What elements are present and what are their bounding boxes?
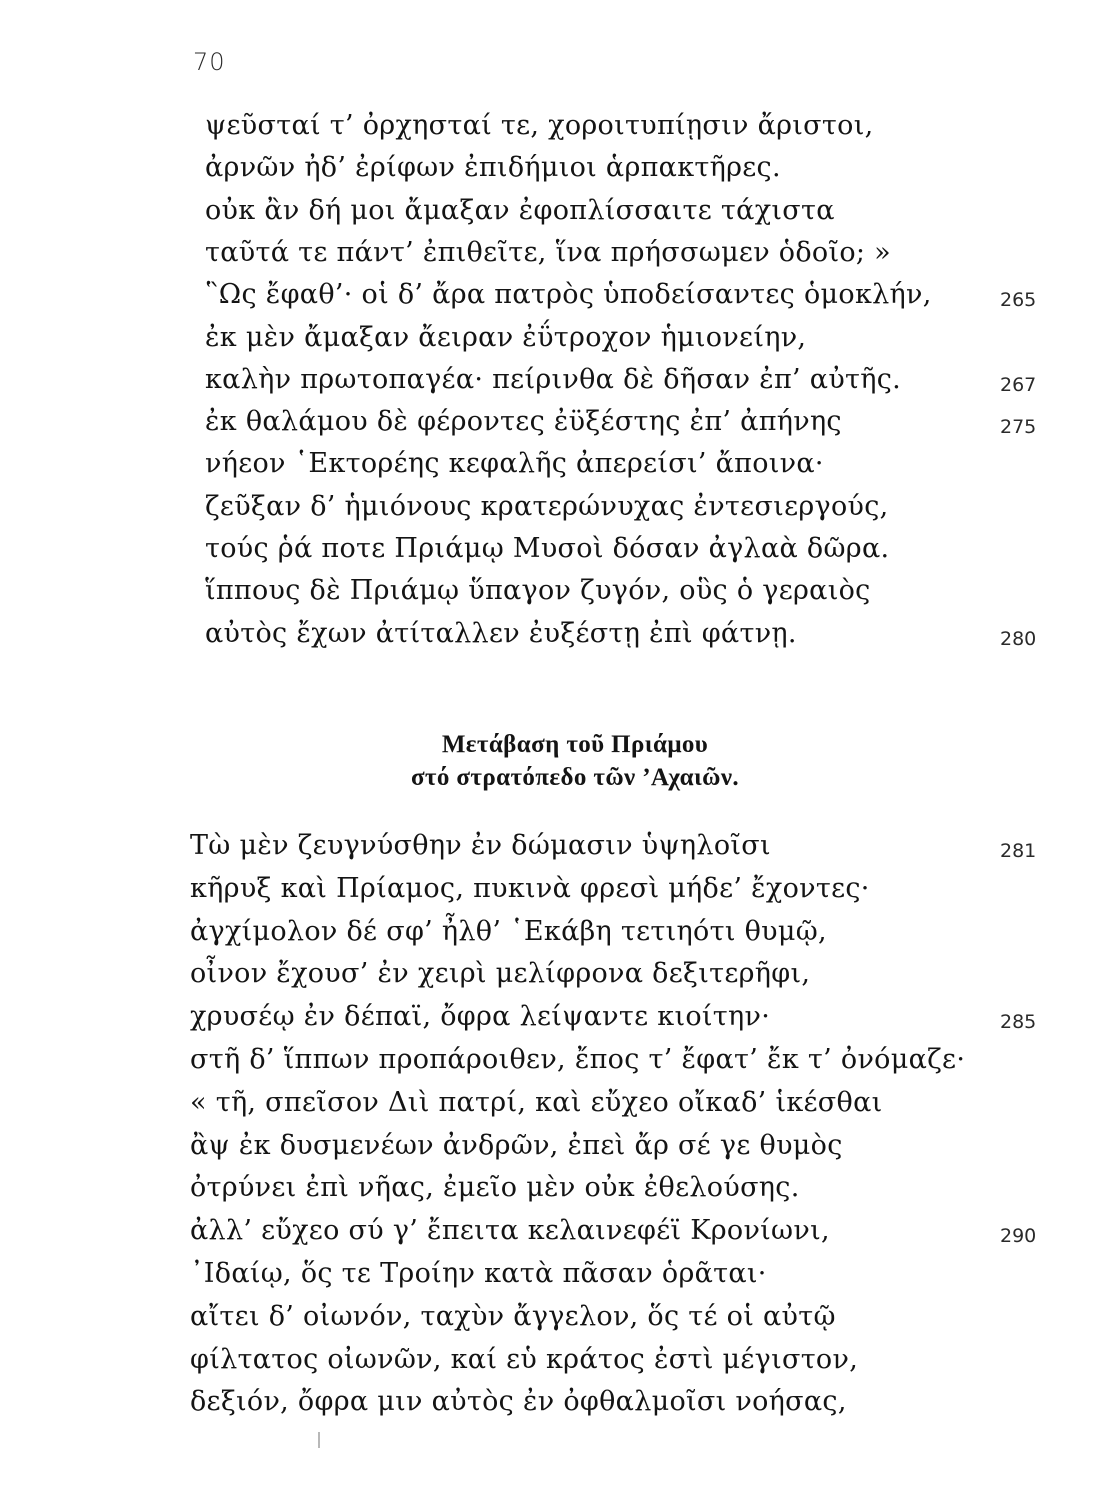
verse-line: ζεῦξαν δ’ ἡμιόνους κρατερώνυχας ἐντεσιεργούς, — [205, 490, 889, 522]
verse-line: φίλτατος οἰωνῶν, καί εὑ κράτος ἐστὶ μέγιστον, — [190, 1343, 859, 1375]
verse-line: στῆ δ’ ἵππων προπάροιθεν, ἔπος τ’ ἔφατ’ ἔκ τ’ ὀνόμαζε· — [190, 1044, 966, 1075]
line-number: 275 — [1000, 416, 1037, 439]
verse-line: ἐκ μὲν ἄμαξαν ἄειραν ἐΰτροχον ἡμιονείην, — [205, 321, 807, 353]
verse-line: κῆρυξ καὶ Πρίαμος, πυκινὰ φρεσὶ μήδε’ ἔχοντες· — [190, 872, 870, 904]
line-number: 290 — [1000, 1225, 1037, 1248]
line-number: 280 — [1000, 627, 1037, 650]
line-number: 285 — [1000, 1011, 1037, 1034]
verse-line: αἴτει δ’ οἰωνόν, ταχὺν ἄγγελον, ὅς τέ οἱ αὐτῷ — [190, 1300, 836, 1332]
page-number: 70 — [193, 48, 226, 76]
verse-line: τούς ῥά ποτε Πριάμῳ Μυσοὶ δόσαν ἀγλαὰ δῶρα. — [205, 533, 890, 564]
section-heading-line-2: στό στρατόπεδο τῶν ’Αχαιῶν. — [410, 764, 740, 791]
verse-line: ἵππους δὲ Πριάμῳ ὕπαγον ζυγόν, οὓς ὁ γεραιὸς — [205, 575, 871, 607]
verse-line: χρυσέῳ ἐν δέπαϊ, ὄφρα λείψαντε κιοίτην· — [190, 1001, 771, 1033]
verse-line: ἀλλ’ εὔχεο σύ γ’ ἔπειτα κελαινεφέϊ Κρονίωνι, — [190, 1215, 830, 1247]
verse-line: ψεῦσταί τ’ ὀρχησταί τε, χοροιτυπίῃσιν ἄριστοι, — [205, 110, 874, 141]
verse-line: ἀγχίμολον δέ σφ’ ἦλθ’ ῾Εκάβη τετιηότι θυμῷ, — [190, 915, 827, 947]
verse-line: νήεον ῾Εκτορέης κεφαλῆς ἀπερείσι’ ἄποινα· — [205, 448, 824, 480]
verse-line: ῝Ως ἔφαθ’· οἱ δ’ ἄρα πατρὸς ὑποδείσαντες ὁμοκλήν, — [205, 279, 932, 311]
verse-line: ἐκ θαλάμου δὲ φέροντες ἐϋξέστης ἐπ’ ἀπήνης — [205, 406, 842, 438]
verse-line: ὀτρύνει ἐπὶ νῆας, ἐμεῖο μὲν οὐκ ἐθελούσης. — [190, 1172, 800, 1204]
verse-line: ᾿Ιδαίῳ, ὅς τε Τροίην κατὰ πᾶσαν ὁρᾶται· — [190, 1258, 767, 1289]
verse-line: αὐτὸς ἔχων ἀτίταλλεν ἐυξέστῃ ἐπὶ φάτνῃ. — [205, 617, 797, 649]
section-heading-line-1: Μετάβαση τοῦ Πριάμου — [441, 731, 709, 758]
print-mark — [318, 1432, 320, 1448]
verse-line: ταῦτά τε πάντ’ ἐπιθεῖτε, ἵνα πρήσσωμεν ὁδοῖο; » — [205, 236, 892, 268]
verse-line: « τῆ, σπεῖσον Διὶ πατρί, καὶ εὔχεο οἴκαδ’ ἱκέσθαι — [190, 1086, 883, 1118]
verse-line: ἂψ ἐκ δυσμενέων ἀνδρῶν, ἐπεὶ ἄρ σέ γε θυμὸς — [190, 1129, 843, 1161]
verse-line: καλὴν πρωτοπαγέα· πείρινθα δὲ δῆσαν ἐπ’ αὐτῆς. — [205, 363, 902, 395]
verse-line: Τὼ μὲν ζευγνύσθην ἐν δώμασιν ὑψηλοῖσι — [190, 830, 771, 861]
line-number: 267 — [1000, 373, 1037, 396]
line-number: 265 — [1000, 289, 1037, 312]
verse-line: ἀρνῶν ἠδ’ ἐρίφων ἐπιδήμιοι ἁρπακτῆρες. — [205, 152, 781, 184]
verse-line: οὐκ ἂν δή μοι ἄμαξαν ἐφοπλίσσαιτε τάχιστα — [205, 194, 835, 226]
line-number: 281 — [1000, 840, 1037, 862]
verse-line: οἶνον ἔχουσ’ ἐν χειρὶ μελίφρονα δεξιτερῆφι, — [190, 958, 811, 990]
verse-line: δεξιόν, ὄφρα μιν αὐτὸς ἐν ὀφθαλμοῖσι νοήσας, — [190, 1386, 847, 1418]
